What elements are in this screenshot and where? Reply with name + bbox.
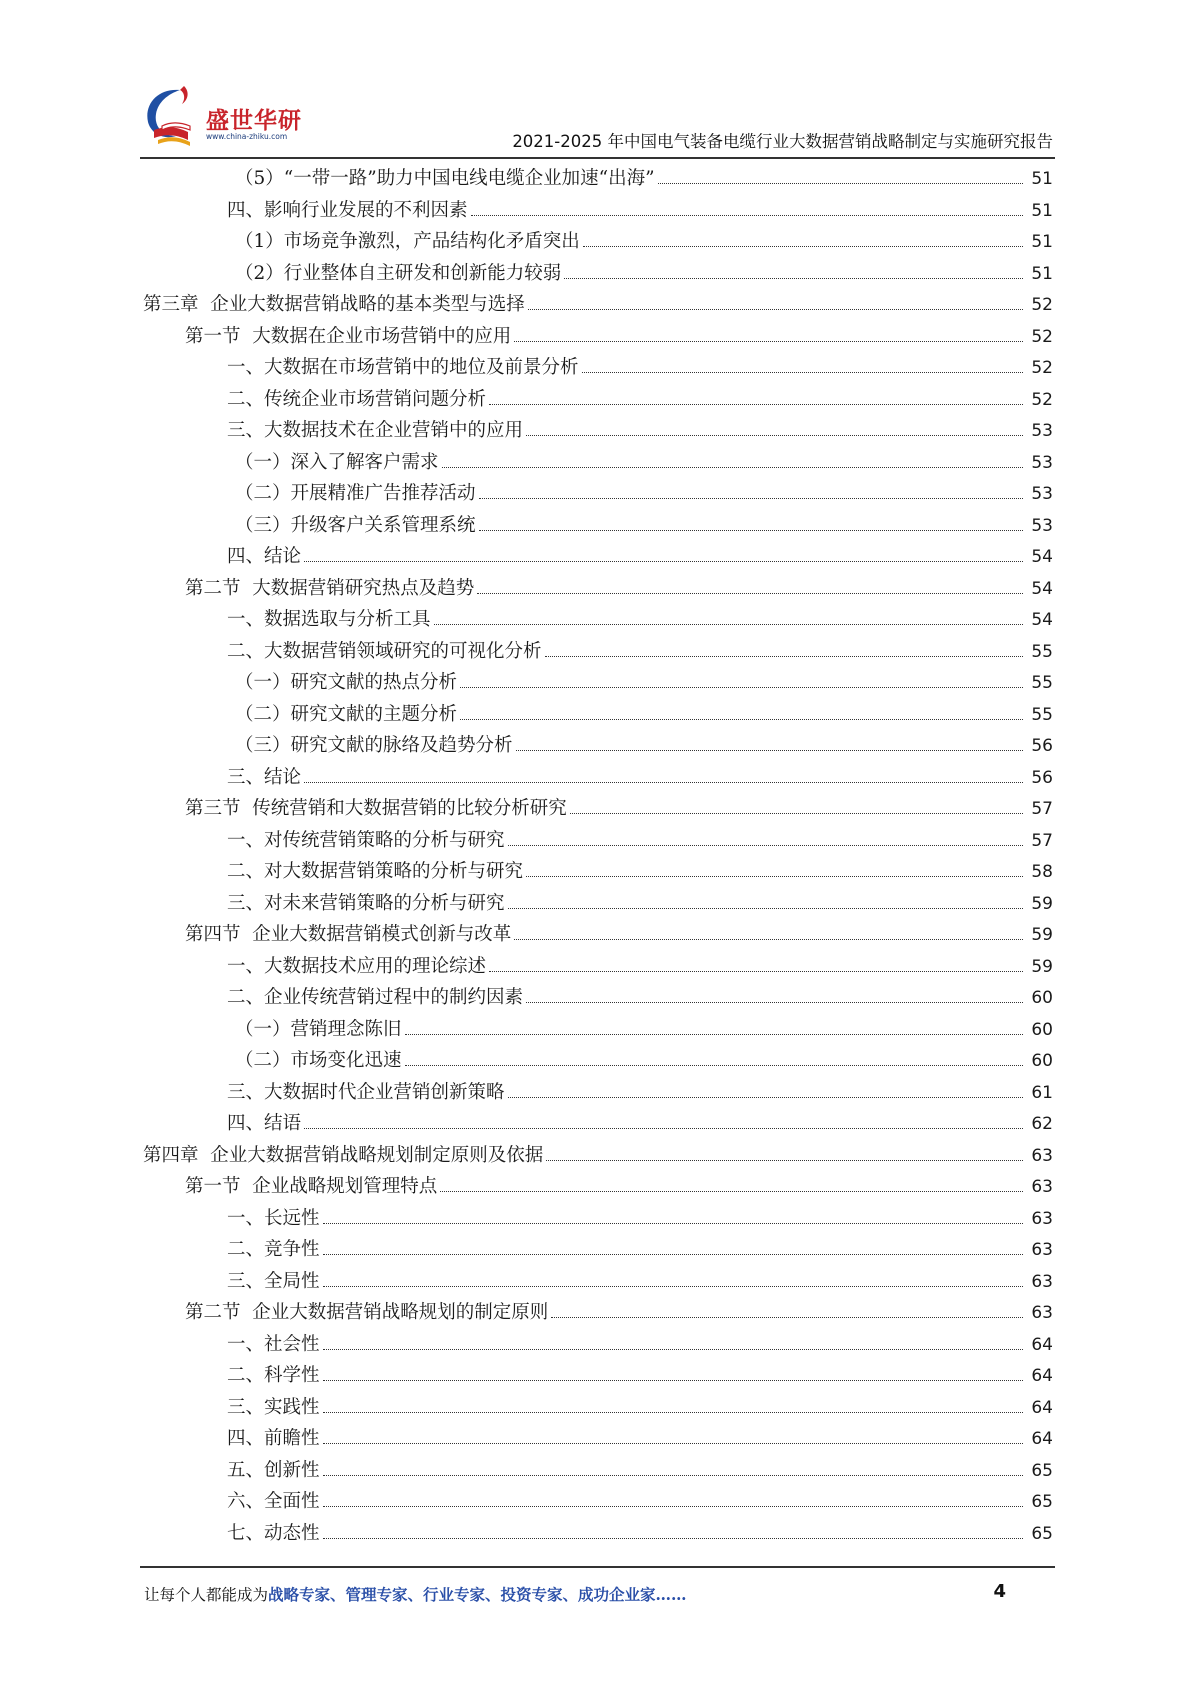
toc-entry-page: 52 (1031, 326, 1053, 347)
toc-dot-leader (489, 971, 1023, 972)
toc-entry[interactable] (143, 1045, 1053, 1077)
toc-entry-page: 53 (1031, 484, 1053, 504)
toc-entry-label: （二）开展精准广告推荐活动 (235, 483, 476, 504)
toc-dot-leader (516, 750, 1023, 751)
logo-company-name: 盛世华研 (206, 108, 302, 134)
toc-entry-page: 57 (1031, 799, 1053, 819)
toc-entry-page: 56 (1031, 736, 1053, 756)
toc-dot-leader (551, 1317, 1023, 1318)
toc-entry-page: 59 (1031, 925, 1053, 945)
toc-entry-label: 一、数据选取与分析工具 (227, 609, 431, 630)
toc-entry-page: 54 (1031, 578, 1053, 599)
toc-entry-page: 53 (1031, 515, 1053, 536)
toc-dot-leader (323, 1412, 1023, 1413)
toc-entry[interactable] (143, 384, 1053, 416)
toc-entry-label: 二、企业传统营销过程中的制约因素 (227, 987, 524, 1008)
toc-entry[interactable] (143, 321, 1053, 353)
page-header (140, 82, 1055, 154)
toc-entry-page: 63 (1031, 1271, 1053, 1292)
toc-dot-leader (471, 215, 1023, 216)
toc-entry[interactable] (143, 1518, 1053, 1550)
toc-entry-page: 59 (1031, 893, 1053, 914)
toc-dot-leader (546, 1160, 1023, 1161)
toc-entry-page: 65 (1031, 1492, 1053, 1512)
toc-dot-leader (545, 656, 1023, 657)
toc-entry-label: 一、大数据在市场营销中的地位及前景分析 (227, 357, 579, 378)
toc-entry[interactable] (143, 163, 1053, 195)
toc-entry[interactable] (143, 919, 1053, 951)
toc-entry[interactable] (143, 699, 1053, 731)
toc-entry-page: 65 (1031, 1523, 1053, 1544)
toc-entry-label: 第二节 大数据营销研究热点及趋势 (185, 577, 475, 599)
toc-entry[interactable] (143, 1392, 1053, 1424)
toc-entry-label: 一、大数据技术应用的理论综述 (227, 955, 487, 977)
toc-dot-leader (323, 1254, 1023, 1255)
toc-entry-page: 53 (1031, 452, 1053, 473)
toc-entry[interactable] (143, 982, 1053, 1014)
header-divider (140, 157, 1055, 159)
toc-entry-page: 54 (1031, 610, 1053, 630)
toc-entry-label: 第三节 传统营销和大数据营销的比较分析研究 (185, 798, 567, 819)
toc-dot-leader (434, 624, 1023, 625)
toc-entry-label: 六、全面性 (227, 1491, 320, 1512)
report-title: 2021-2025 年中国电气装备电缆行业大数据营销战略制定与实施研究报告 (512, 132, 1053, 151)
toc-entry[interactable] (143, 730, 1053, 762)
toc-dot-leader (442, 467, 1023, 468)
toc-entry[interactable] (143, 1234, 1053, 1266)
toc-entry-label: 二、竞争性 (227, 1239, 320, 1260)
toc-entry[interactable] (143, 352, 1053, 384)
toc-entry-page: 51 (1031, 200, 1053, 221)
toc-entry[interactable] (143, 415, 1053, 447)
toc-dot-leader (405, 1065, 1023, 1066)
toc-dot-leader (489, 404, 1023, 405)
toc-entry-page: 59 (1031, 956, 1053, 977)
toc-entry-label: 二、对大数据营销策略的分析与研究 (227, 861, 524, 882)
toc-entry[interactable] (143, 447, 1053, 479)
toc-entry-label: 二、科学性 (227, 1365, 320, 1386)
toc-entry-label: 四、结论 (227, 546, 302, 567)
toc-dot-leader (514, 939, 1023, 940)
toc-entry-label: （二）市场变化迅速 (235, 1050, 402, 1071)
toc-entry[interactable] (143, 1297, 1053, 1329)
toc-entry-label: 七、动态性 (227, 1522, 320, 1544)
toc-entry-page: 60 (1031, 1051, 1053, 1071)
toc-dot-leader (528, 309, 1023, 310)
page-footer (144, 1583, 1052, 1605)
toc-dot-leader (477, 593, 1023, 594)
toc-entry[interactable] (143, 1014, 1053, 1046)
toc-entry-page: 63 (1031, 1240, 1053, 1260)
toc-entry-label: 一、长远性 (227, 1207, 320, 1229)
toc-dot-leader (508, 1097, 1023, 1098)
table-of-contents (143, 163, 1053, 1549)
toc-entry-page: 64 (1031, 1366, 1053, 1386)
toc-entry-label: （1）市场竞争激烈，产品结构化矛盾突出 (235, 231, 580, 252)
toc-entry-label: 一、对传统营销策略的分析与研究 (227, 829, 505, 851)
toc-dot-leader (460, 719, 1023, 720)
toc-entry-label: 四、影响行业发展的不利因素 (227, 199, 468, 221)
toc-entry[interactable] (143, 1423, 1053, 1455)
toc-entry[interactable] (143, 793, 1053, 825)
toc-entry-page: 55 (1031, 704, 1053, 725)
toc-entry-label: 第二节 企业大数据营销战略规划的制定原则 (185, 1302, 549, 1323)
toc-entry-label: 第四章 企业大数据营销战略规划制定原则及依据 (143, 1144, 544, 1166)
toc-entry-label: 三、对未来营销策略的分析与研究 (227, 892, 505, 914)
toc-entry-label: 第一节 大数据在企业市场营销中的应用 (185, 325, 512, 347)
toc-dot-leader (564, 278, 1023, 279)
toc-dot-leader (508, 908, 1023, 909)
toc-entry-page: 52 (1031, 295, 1053, 315)
toc-entry-label: （5）“一带一路”助力中国电线电缆企业加速“出海” (235, 168, 655, 189)
toc-entry[interactable] (143, 1171, 1053, 1203)
toc-entry[interactable] (143, 289, 1053, 321)
toc-entry[interactable] (143, 1360, 1053, 1392)
toc-entry[interactable] (143, 951, 1053, 983)
toc-entry-page: 51 (1031, 263, 1053, 284)
toc-dot-leader (583, 246, 1023, 247)
toc-entry-label: 第四节 企业大数据营销模式创新与改革 (185, 924, 512, 945)
toc-dot-leader (304, 782, 1023, 783)
toc-entry-label: 第一节 企业战略规划管理特点 (185, 1176, 438, 1197)
toc-entry-page: 61 (1031, 1082, 1053, 1103)
toc-entry-page: 51 (1031, 169, 1053, 189)
page-number: 4 (993, 1581, 1006, 1602)
toc-entry[interactable] (143, 258, 1053, 290)
toc-entry[interactable] (143, 573, 1053, 605)
toc-entry-page: 52 (1031, 389, 1053, 410)
toc-entry[interactable] (143, 1486, 1053, 1518)
toc-entry-page: 57 (1031, 830, 1053, 851)
toc-entry-page: 64 (1031, 1397, 1053, 1418)
toc-entry[interactable] (143, 510, 1053, 542)
toc-entry-label: （二）研究文献的主题分析 (235, 703, 458, 725)
toc-dot-leader (323, 1349, 1023, 1350)
toc-dot-leader (304, 561, 1023, 562)
toc-entry-page: 55 (1031, 641, 1053, 662)
toc-entry-page: 62 (1031, 1114, 1053, 1134)
toc-dot-leader (508, 845, 1023, 846)
toc-entry-label: （一）深入了解客户需求 (235, 451, 439, 473)
toc-entry-label: 五、创新性 (227, 1459, 320, 1481)
toc-dot-leader (323, 1223, 1023, 1224)
toc-entry-label: 二、大数据营销领域研究的可视化分析 (227, 640, 542, 662)
toc-entry-page: 54 (1031, 547, 1053, 567)
toc-entry-label: （三）研究文献的脉络及趋势分析 (235, 735, 513, 756)
toc-entry[interactable] (143, 541, 1053, 573)
toc-entry-label: （一）研究文献的热点分析 (235, 672, 458, 693)
toc-entry-page: 52 (1031, 358, 1053, 378)
toc-dot-leader (440, 1191, 1023, 1192)
toc-entry[interactable] (143, 667, 1053, 699)
toc-entry-page: 60 (1031, 988, 1053, 1008)
toc-entry-label: 第三章 企业大数据营销战略的基本类型与选择 (143, 294, 525, 315)
toc-dot-leader (526, 876, 1023, 877)
toc-dot-leader (323, 1506, 1023, 1507)
toc-entry-page: 56 (1031, 767, 1053, 788)
toc-dot-leader (304, 1128, 1023, 1129)
toc-entry[interactable] (143, 1266, 1053, 1298)
toc-entry-page: 64 (1031, 1429, 1053, 1449)
toc-entry-label: 三、大数据时代企业营销创新策略 (227, 1081, 505, 1103)
toc-entry[interactable] (143, 762, 1053, 794)
toc-entry-page: 51 (1031, 232, 1053, 252)
toc-entry[interactable] (143, 478, 1053, 510)
toc-entry-label: （三）升级客户关系管理系统 (235, 514, 476, 536)
toc-entry-page: 63 (1031, 1145, 1053, 1166)
toc-dot-leader (405, 1034, 1023, 1035)
toc-entry-page: 60 (1031, 1019, 1053, 1040)
toc-dot-leader (323, 1538, 1023, 1539)
toc-entry[interactable] (143, 1329, 1053, 1361)
toc-entry-label: 四、结语 (227, 1113, 302, 1134)
toc-dot-leader (526, 1002, 1023, 1003)
toc-entry[interactable] (143, 1455, 1053, 1487)
toc-entry-label: （2）行业整体自主研发和创新能力较弱 (235, 262, 562, 284)
toc-entry-page: 55 (1031, 673, 1053, 693)
toc-entry-label: 四、前瞻性 (227, 1428, 320, 1449)
logo-swoosh-icon (140, 82, 206, 150)
toc-entry[interactable] (143, 226, 1053, 258)
toc-entry-label: 三、结论 (227, 766, 302, 788)
toc-dot-leader (479, 530, 1023, 531)
toc-dot-leader (323, 1380, 1023, 1381)
toc-entry-page: 53 (1031, 421, 1053, 441)
toc-dot-leader (479, 498, 1023, 499)
toc-dot-leader (514, 341, 1023, 342)
toc-entry-page: 63 (1031, 1208, 1053, 1229)
toc-entry-label: （一）营销理念陈旧 (235, 1018, 402, 1040)
toc-entry-page: 63 (1031, 1177, 1053, 1197)
toc-entry-label: 一、社会性 (227, 1333, 320, 1355)
toc-dot-leader (658, 183, 1023, 184)
toc-entry[interactable] (143, 1140, 1053, 1172)
toc-entry-label: 二、传统企业市场营销问题分析 (227, 388, 487, 410)
footer-slogan-lead: 让每个人都能成为 (144, 1586, 269, 1604)
toc-entry[interactable] (143, 1203, 1053, 1235)
toc-dot-leader (323, 1443, 1023, 1444)
toc-entry[interactable] (143, 888, 1053, 920)
toc-entry-label: 三、大数据技术在企业营销中的应用 (227, 420, 524, 441)
toc-entry-page: 64 (1031, 1334, 1053, 1355)
toc-dot-leader (526, 435, 1023, 436)
toc-entry[interactable] (143, 1077, 1053, 1109)
toc-dot-leader (460, 687, 1023, 688)
toc-dot-leader (570, 813, 1023, 814)
company-logo (140, 82, 310, 150)
toc-entry-label: 三、全局性 (227, 1270, 320, 1292)
toc-dot-leader (323, 1286, 1023, 1287)
toc-entry-label: 三、实践性 (227, 1396, 320, 1418)
logo-website: www.china-zhiku.com (206, 132, 288, 141)
toc-entry[interactable] (143, 856, 1053, 888)
toc-entry-page: 65 (1031, 1460, 1053, 1481)
toc-entry-page: 58 (1031, 862, 1053, 882)
toc-dot-leader (582, 372, 1023, 373)
footer-slogan-roles: 战略专家、管理专家、行业专家、投资专家、成功企业家…… (268, 1585, 687, 1604)
toc-entry[interactable] (143, 195, 1053, 227)
toc-entry[interactable] (143, 636, 1053, 668)
toc-entry[interactable] (143, 604, 1053, 636)
footer-divider (140, 1566, 1055, 1568)
toc-dot-leader (323, 1475, 1023, 1476)
toc-entry[interactable] (143, 1108, 1053, 1140)
toc-entry-page: 63 (1031, 1303, 1053, 1323)
toc-entry[interactable] (143, 825, 1053, 857)
